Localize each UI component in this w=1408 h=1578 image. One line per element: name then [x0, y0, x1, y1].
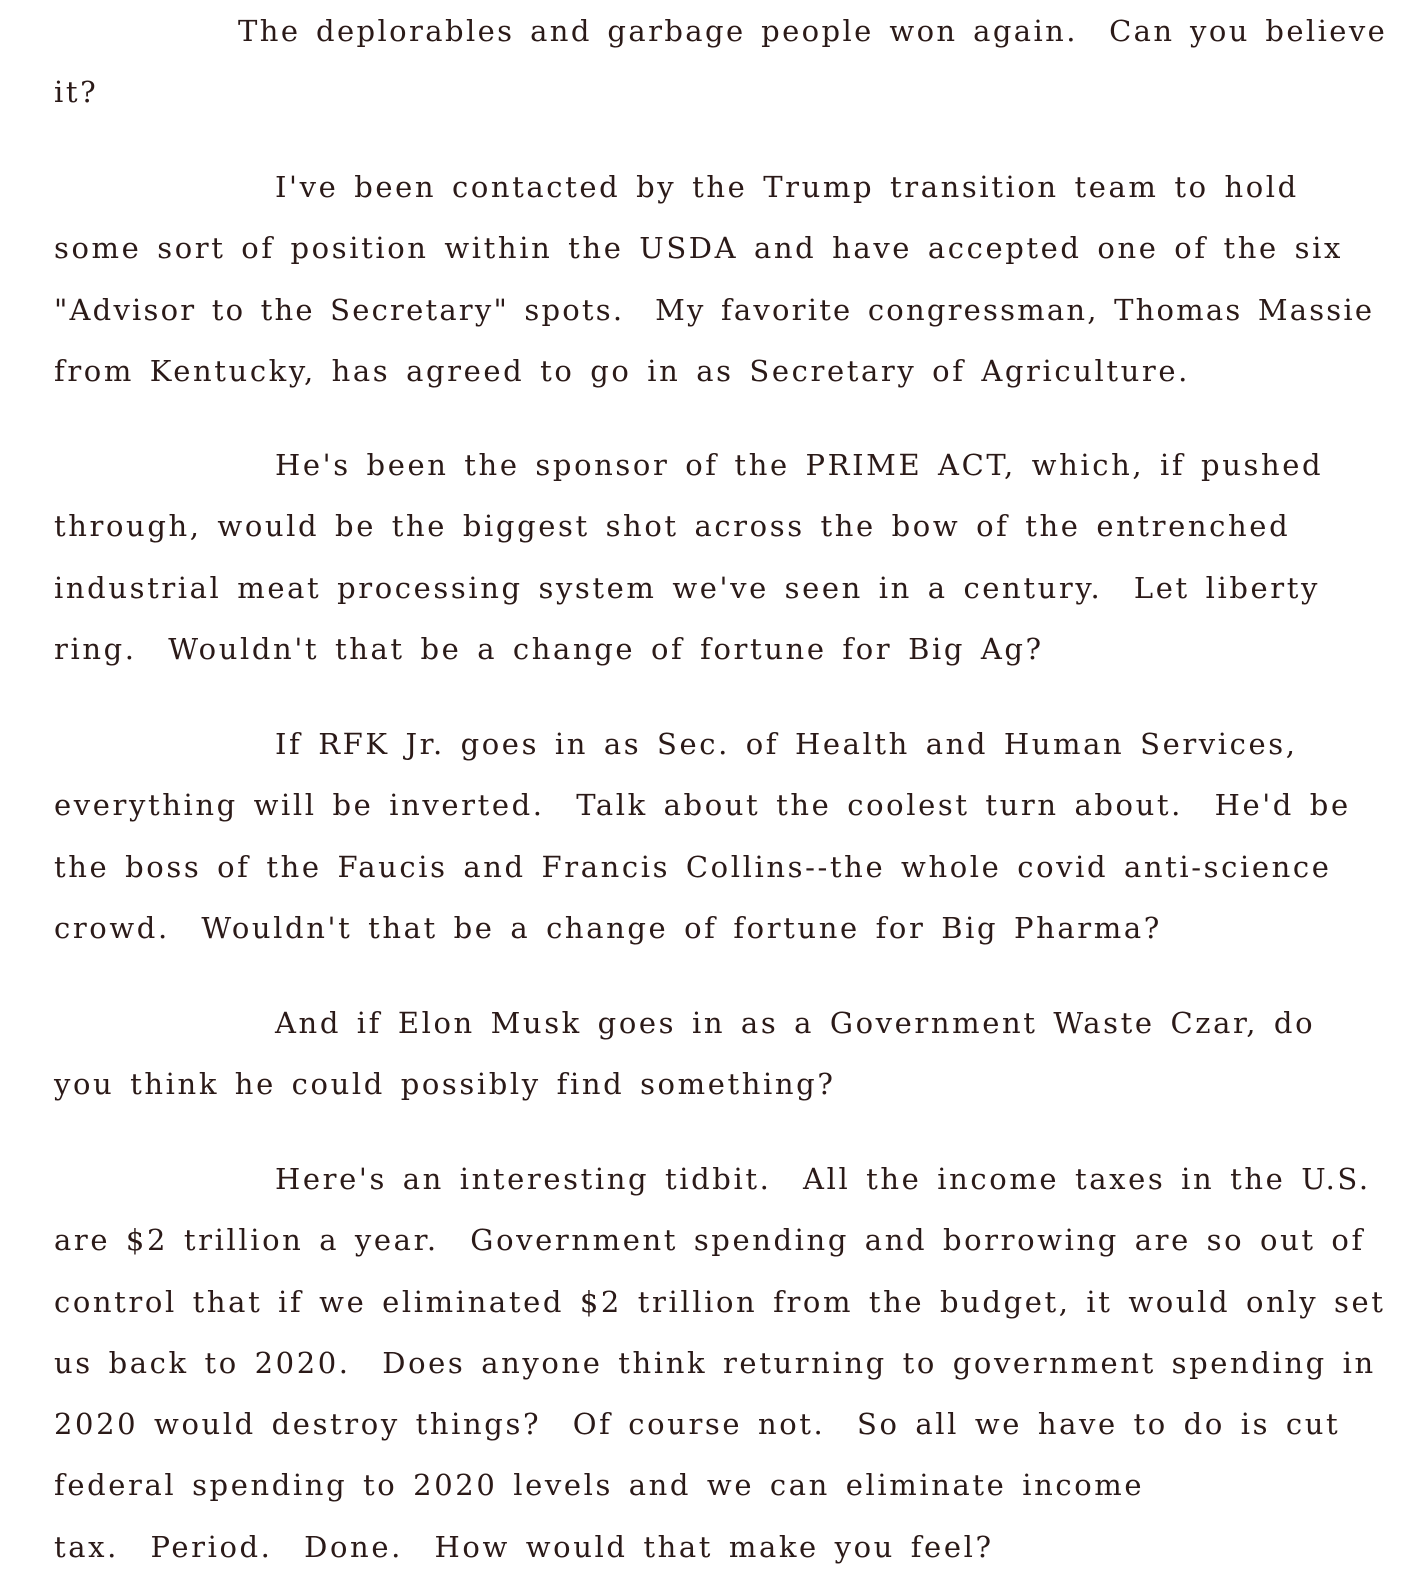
text-line: are $2 trillion a year. Government spending and borrowing are so out of: [54, 1223, 1365, 1258]
text-line: federal spending to 2020 levels and we can eliminate income: [54, 1468, 1145, 1503]
paragraph-3: [54, 435, 1323, 680]
text-line: crowd. Wouldn't that be a change of fortune for Big Pharma?: [54, 910, 1162, 945]
text-line: everything will be inverted. Talk about the coolest turn about. He'd be: [54, 788, 1351, 823]
paragraph-5: [54, 993, 1315, 1116]
text-line: And if Elon Musk goes in as a Government Waste Czar, do: [275, 1006, 1316, 1040]
text-line: I've been contacted by the Trump transition team to hold: [275, 170, 1299, 204]
paragraph-1: [54, 1, 1387, 124]
text-line: 2020 would destroy things? Of course not. So all we have to do is cut: [54, 1407, 1341, 1442]
text-line: He's been the sponsor of the PRIME ACT, which, if pushed: [275, 448, 1324, 482]
text-line: from Kentucky, has agreed to go in as Secretary of Agriculture.: [54, 353, 1190, 388]
text-line: you think he could possibly find something?: [54, 1067, 836, 1102]
text-line: industrial meat processing system we've seen in a century. Let liberty: [54, 570, 1320, 605]
paragraph-4: [54, 714, 1351, 959]
text-line: control that if we eliminated $2 trillion from the budget, it would only set: [54, 1284, 1386, 1319]
text-line: ring. Wouldn't that be a change of fortune for Big Ag?: [54, 631, 1044, 666]
text-line: the boss of the Faucis and Francis Collins--the whole covid anti-science: [54, 849, 1332, 884]
text-line: If RFK Jr. goes in as Sec. of Health and Human Services,: [275, 727, 1298, 761]
text-line: us back to 2020. Does anyone think returning to government spending in: [54, 1345, 1376, 1380]
text-line: through, would be the biggest shot across the bow of the entrenched: [54, 509, 1291, 544]
paragraph-6: [54, 1149, 1386, 1578]
text-line: some sort of position within the USDA and have accepted one of the six: [54, 231, 1343, 266]
text-line: The deplorables and garbage people won again. Can you believe: [238, 14, 1388, 48]
text-line: Here's an interesting tidbit. All the income taxes in the U.S.: [275, 1162, 1371, 1196]
text-line: "Advisor to the Secretary" spots. My favorite congressman, Thomas Massie: [54, 292, 1375, 327]
text-line: it?: [54, 75, 99, 110]
paragraph-2: [54, 157, 1374, 402]
text-line: tax. Period. Done. How would that make you feel?: [54, 1529, 994, 1564]
